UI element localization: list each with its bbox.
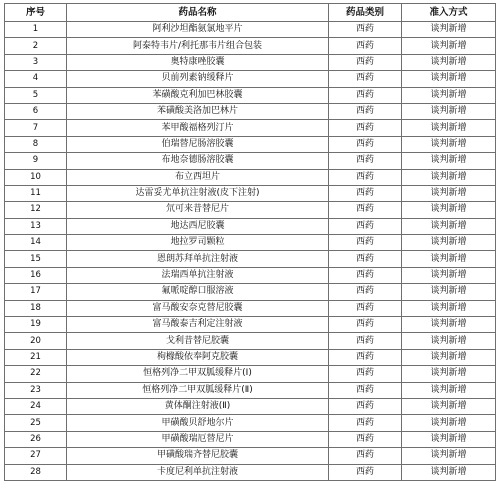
row-index: 12 — [5, 202, 67, 218]
table-row — [5, 136, 496, 152]
table-row — [5, 153, 496, 169]
row-drug-name: 阿利沙坦酯氨氯地平片 — [67, 22, 329, 38]
table-row — [5, 464, 496, 480]
row-index: 11 — [5, 185, 67, 201]
table-row — [5, 317, 496, 333]
row-access-method: 谈判新增 — [402, 349, 496, 365]
row-category: 西药 — [329, 169, 402, 185]
row-category: 西药 — [329, 415, 402, 431]
row-index: 22 — [5, 366, 67, 382]
row-access-method: 谈判新增 — [402, 235, 496, 251]
table-row — [5, 300, 496, 316]
row-category: 西药 — [329, 398, 402, 414]
row-drug-name: 苯磺酸克利加巴林胶囊 — [67, 87, 329, 103]
table-row — [5, 38, 496, 54]
table-row — [5, 71, 496, 87]
row-index: 18 — [5, 300, 67, 316]
row-access-method: 谈判新增 — [402, 153, 496, 169]
drug-list-table — [4, 3, 496, 481]
row-index: 21 — [5, 349, 67, 365]
table-row — [5, 284, 496, 300]
row-drug-name: 黄体酮注射液(Ⅱ) — [67, 398, 329, 414]
row-category: 西药 — [329, 333, 402, 349]
row-category: 西药 — [329, 366, 402, 382]
table-row — [5, 398, 496, 414]
table-row — [5, 431, 496, 447]
row-access-method: 谈判新增 — [402, 448, 496, 464]
row-category: 西药 — [329, 349, 402, 365]
row-index: 25 — [5, 415, 67, 431]
header-category: 药品类别 — [329, 4, 402, 22]
row-index: 2 — [5, 38, 67, 54]
row-category: 西药 — [329, 235, 402, 251]
header-drug-name: 药品名称 — [67, 4, 329, 22]
row-category: 西药 — [329, 136, 402, 152]
row-drug-name: 戈利昔替尼胶囊 — [67, 333, 329, 349]
row-drug-name: 伯瑞替尼肠溶胶囊 — [67, 136, 329, 152]
row-access-method: 谈判新增 — [402, 71, 496, 87]
row-index: 15 — [5, 251, 67, 267]
row-drug-name: 达雷妥尤单抗注射液(皮下注射) — [67, 185, 329, 201]
row-index: 20 — [5, 333, 67, 349]
table-row — [5, 87, 496, 103]
row-access-method: 谈判新增 — [402, 431, 496, 447]
row-category: 西药 — [329, 71, 402, 87]
row-access-method: 谈判新增 — [402, 22, 496, 38]
row-category: 西药 — [329, 202, 402, 218]
row-index: 5 — [5, 87, 67, 103]
row-access-method: 谈判新增 — [402, 398, 496, 414]
row-category: 西药 — [329, 218, 402, 234]
row-drug-name: 法瑞西单抗注射液 — [67, 267, 329, 283]
row-access-method: 谈判新增 — [402, 317, 496, 333]
row-category: 西药 — [329, 284, 402, 300]
table-row — [5, 185, 496, 201]
header-index: 序号 — [5, 4, 67, 22]
row-access-method: 谈判新增 — [402, 366, 496, 382]
row-index: 6 — [5, 103, 67, 119]
row-index: 14 — [5, 235, 67, 251]
row-access-method: 谈判新增 — [402, 333, 496, 349]
row-drug-name: 布立西坦片 — [67, 169, 329, 185]
row-index: 28 — [5, 464, 67, 480]
row-index: 23 — [5, 382, 67, 398]
row-access-method: 谈判新增 — [402, 185, 496, 201]
row-access-method: 谈判新增 — [402, 202, 496, 218]
header-row — [5, 4, 496, 22]
row-category: 西药 — [329, 382, 402, 398]
row-category: 西药 — [329, 300, 402, 316]
row-category: 西药 — [329, 251, 402, 267]
row-drug-name: 氘可来昔替尼片 — [67, 202, 329, 218]
row-access-method: 谈判新增 — [402, 87, 496, 103]
table-row — [5, 415, 496, 431]
row-drug-name: 贝前列素钠缓释片 — [67, 71, 329, 87]
row-index: 13 — [5, 218, 67, 234]
row-drug-name: 甲磺酸瑞厄替尼片 — [67, 431, 329, 447]
row-index: 1 — [5, 22, 67, 38]
row-access-method: 谈判新增 — [402, 382, 496, 398]
row-index: 19 — [5, 317, 67, 333]
row-access-method: 谈判新增 — [402, 136, 496, 152]
row-category: 西药 — [329, 38, 402, 54]
row-category: 西药 — [329, 448, 402, 464]
table-row — [5, 120, 496, 136]
row-category: 西药 — [329, 22, 402, 38]
row-index: 4 — [5, 71, 67, 87]
row-drug-name: 卡度尼利单抗注射液 — [67, 464, 329, 480]
row-access-method: 谈判新增 — [402, 415, 496, 431]
table-row — [5, 267, 496, 283]
table-row — [5, 54, 496, 70]
row-drug-name: 地达西尼胶囊 — [67, 218, 329, 234]
row-access-method: 谈判新增 — [402, 267, 496, 283]
table-row — [5, 169, 496, 185]
table-row — [5, 448, 496, 464]
row-category: 西药 — [329, 87, 402, 103]
row-access-method: 谈判新增 — [402, 120, 496, 136]
row-category: 西药 — [329, 153, 402, 169]
row-category: 西药 — [329, 54, 402, 70]
row-index: 16 — [5, 267, 67, 283]
row-drug-name: 恒格列净二甲双胍缓释片(Ⅰ) — [67, 366, 329, 382]
table-row — [5, 251, 496, 267]
row-category: 西药 — [329, 464, 402, 480]
row-drug-name: 甲磺酸贝舒地尔片 — [67, 415, 329, 431]
row-drug-name: 阿泰特韦片/利托那韦片组合包装 — [67, 38, 329, 54]
row-drug-name: 富马酸安奈克替尼胶囊 — [67, 300, 329, 316]
row-category: 西药 — [329, 317, 402, 333]
row-category: 西药 — [329, 120, 402, 136]
row-category: 西药 — [329, 267, 402, 283]
row-access-method: 谈判新增 — [402, 103, 496, 119]
row-drug-name: 布地奈德肠溶胶囊 — [67, 153, 329, 169]
table-row — [5, 22, 496, 38]
row-category: 西药 — [329, 103, 402, 119]
row-index: 10 — [5, 169, 67, 185]
row-index: 27 — [5, 448, 67, 464]
table-row — [5, 103, 496, 119]
row-drug-name: 富马酸泰吉利定注射液 — [67, 317, 329, 333]
row-drug-name: 地拉罗司颗粒 — [67, 235, 329, 251]
table-row — [5, 218, 496, 234]
row-index: 7 — [5, 120, 67, 136]
row-access-method: 谈判新增 — [402, 464, 496, 480]
row-category: 西药 — [329, 431, 402, 447]
table-row — [5, 382, 496, 398]
table-row — [5, 235, 496, 251]
row-drug-name: 奥特康唑胶囊 — [67, 54, 329, 70]
row-drug-name: 恩朗苏拜单抗注射液 — [67, 251, 329, 267]
row-index: 9 — [5, 153, 67, 169]
row-drug-name: 恒格列净二甲双胍缓释片(Ⅱ) — [67, 382, 329, 398]
row-drug-name: 苯甲酸福格列汀片 — [67, 120, 329, 136]
row-index: 8 — [5, 136, 67, 152]
row-drug-name: 枸橼酸依奉阿克胶囊 — [67, 349, 329, 365]
row-drug-name: 苯磺酸美洛加巴林片 — [67, 103, 329, 119]
row-index: 3 — [5, 54, 67, 70]
table-row — [5, 202, 496, 218]
table-row — [5, 366, 496, 382]
row-drug-name: 甲磺酸瑞齐替尼胶囊 — [67, 448, 329, 464]
row-access-method: 谈判新增 — [402, 38, 496, 54]
table-body — [5, 22, 496, 481]
row-index: 26 — [5, 431, 67, 447]
table-row — [5, 349, 496, 365]
row-index: 17 — [5, 284, 67, 300]
row-access-method: 谈判新增 — [402, 300, 496, 316]
row-access-method: 谈判新增 — [402, 218, 496, 234]
row-index: 24 — [5, 398, 67, 414]
row-category: 西药 — [329, 185, 402, 201]
table-row — [5, 333, 496, 349]
row-access-method: 谈判新增 — [402, 284, 496, 300]
row-access-method: 谈判新增 — [402, 251, 496, 267]
header-access-method: 准入方式 — [402, 4, 496, 22]
row-access-method: 谈判新增 — [402, 54, 496, 70]
row-drug-name: 氟哌啶醇口服溶液 — [67, 284, 329, 300]
row-access-method: 谈判新增 — [402, 169, 496, 185]
